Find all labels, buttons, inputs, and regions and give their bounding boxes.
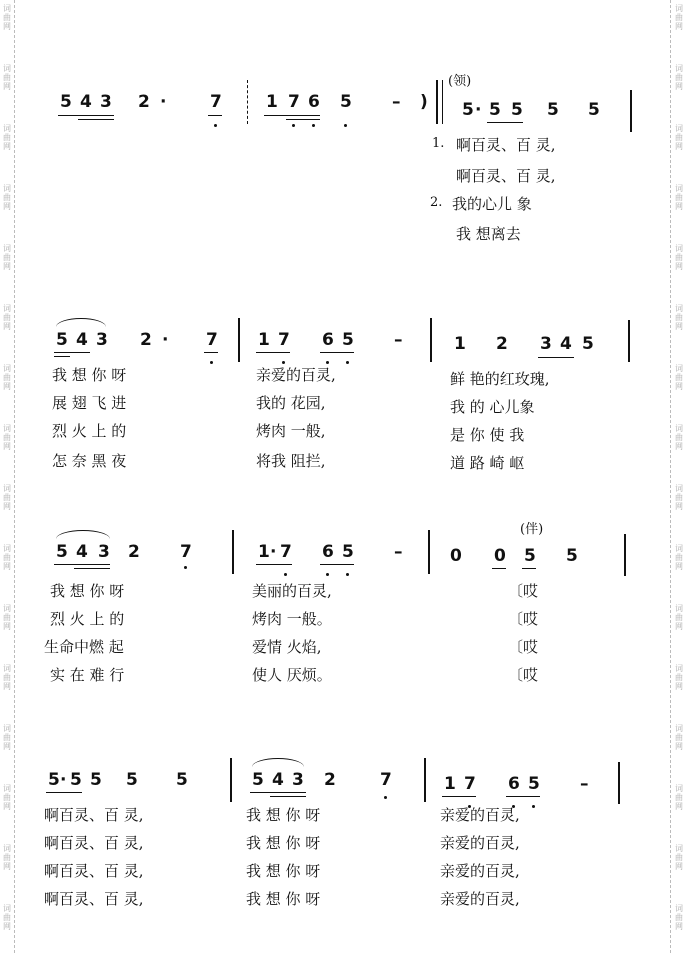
note: 3	[540, 334, 552, 354]
note: 5	[511, 100, 523, 120]
note: 5	[176, 770, 188, 790]
barline	[424, 758, 426, 802]
lyric-line: 亲爱的百灵,	[440, 862, 520, 880]
lyric-line: 我 想 你 呀	[246, 806, 321, 824]
note: 3	[96, 330, 108, 350]
note: 5	[90, 770, 102, 790]
note-rest: 0	[494, 546, 506, 566]
watermark-text: 词 曲 网	[675, 184, 683, 211]
lyric-line: 我 想 你 呀	[246, 862, 321, 880]
note: 5	[60, 92, 72, 112]
beam	[506, 796, 540, 797]
lyric-line: 我 的 心儿象	[450, 398, 535, 416]
low-octave-dot	[282, 361, 285, 364]
lyric-line: 烈 火 上 的	[50, 610, 125, 628]
watermark-text: 词 曲 网	[675, 124, 683, 151]
lyric-line: 烤肉 一般。	[252, 610, 332, 628]
dash-sustain: –	[394, 542, 403, 562]
low-octave-dot	[346, 361, 349, 364]
note: 2	[496, 334, 508, 354]
note: 4	[76, 330, 88, 350]
barline	[618, 762, 620, 804]
watermark-text: 词 曲 网	[3, 844, 11, 871]
barline	[238, 318, 240, 362]
beam	[250, 792, 306, 793]
low-octave-dot	[210, 361, 213, 364]
watermark-text: 词 曲 网	[675, 844, 683, 871]
dash-sustain: –	[580, 774, 589, 794]
watermark-text: 词 曲 网	[675, 64, 683, 91]
note-dot: ·	[270, 542, 277, 562]
watermark-text: 词 曲 网	[3, 124, 11, 151]
lyric-line: 〔哎	[508, 638, 539, 656]
note: 5	[528, 774, 540, 794]
note: 4	[76, 542, 88, 562]
lyric-line: 将我 阻拦,	[256, 452, 326, 470]
beam	[492, 568, 506, 569]
close-paren: )	[420, 92, 428, 112]
note: 4	[560, 334, 572, 354]
beam	[264, 115, 320, 116]
accompaniment-marker: (伴)	[520, 522, 544, 537]
beam	[286, 119, 320, 120]
watermark-text: 词 曲 网	[675, 424, 683, 451]
lyric-line: 美丽的百灵,	[252, 582, 332, 600]
note: 1	[454, 334, 466, 354]
note: 6	[308, 92, 320, 112]
lyric-line: 我 想 你 呀	[246, 890, 321, 908]
lyric-line: 鲜 艳的红玫瑰,	[450, 370, 550, 388]
lead-marker: (领)	[448, 74, 472, 89]
note: 3	[292, 770, 304, 790]
barline	[442, 80, 443, 124]
beam	[538, 357, 574, 358]
note: 7	[210, 92, 222, 112]
lyric-line: 啊百灵、百 灵,	[44, 834, 144, 852]
watermark-text: 词 曲 网	[3, 664, 11, 691]
note-dot: ·	[475, 100, 482, 120]
note: 7	[288, 92, 300, 112]
note: 5	[252, 770, 264, 790]
note: 4	[272, 770, 284, 790]
note: 6	[322, 542, 334, 562]
low-octave-dot	[326, 573, 329, 576]
watermark-text: 词 曲 网	[3, 424, 11, 451]
lyric-line: 是 你 使 我	[450, 426, 525, 444]
note: 5	[126, 770, 138, 790]
watermark-text: 词 曲 网	[675, 544, 683, 571]
watermark-text: 词 曲 网	[3, 724, 11, 751]
lyric-line: 怎 奈 黑 夜	[52, 452, 127, 470]
watermark-text: 词 曲 网	[675, 364, 683, 391]
note: 5	[588, 100, 600, 120]
watermark-text: 词 曲 网	[675, 244, 683, 271]
lyric-line: 我 想 你 呀	[50, 582, 125, 600]
note-dot: ·	[60, 770, 67, 790]
verse-number: 2.	[430, 195, 443, 210]
watermark-text: 词 曲 网	[3, 364, 11, 391]
note: 2	[138, 92, 150, 112]
lyric-line: 我的心儿 象	[452, 195, 532, 213]
watermark-text: 词 曲 网	[3, 184, 11, 211]
lyric-line: 啊百灵、百 灵,	[44, 806, 144, 824]
barline	[630, 90, 632, 132]
lyric-line: 啊百灵、百 灵,	[44, 890, 144, 908]
note: 3	[100, 92, 112, 112]
lyric-line: 我的 花园,	[256, 394, 326, 412]
note: 5	[56, 330, 68, 350]
low-octave-dot	[346, 573, 349, 576]
beam	[522, 568, 536, 569]
lyric-line: 我 想 你 呀	[52, 366, 127, 384]
note: 5	[547, 100, 559, 120]
note: 5	[56, 542, 68, 562]
watermark-text: 词 曲 网	[675, 904, 683, 931]
barline	[628, 320, 630, 362]
note-dot: ·	[162, 330, 169, 350]
dash-sustain: –	[394, 330, 403, 350]
beam	[54, 564, 110, 565]
note-rest: 0	[450, 546, 462, 566]
watermark-text: 词 曲 网	[3, 64, 11, 91]
note: 3	[98, 542, 110, 562]
lyric-line: 亲爱的百灵,	[440, 890, 520, 908]
slur	[56, 318, 106, 327]
low-octave-dot	[184, 566, 187, 569]
lyric-line: 道 路 崎 岖	[450, 454, 525, 472]
watermark-text: 词 曲 网	[3, 544, 11, 571]
note: 7	[278, 330, 290, 350]
beam	[204, 352, 218, 353]
note: 7	[380, 770, 392, 790]
beam	[46, 792, 82, 793]
low-octave-dot	[284, 573, 287, 576]
lyric-line: 〔哎	[508, 666, 539, 684]
beam	[256, 564, 292, 565]
watermark-text: 词 曲 网	[675, 604, 683, 631]
note: 6	[322, 330, 334, 350]
beam	[442, 796, 476, 797]
note: 2	[140, 330, 152, 350]
lyric-line: 烤肉 一般,	[256, 422, 326, 440]
note: 5	[489, 100, 501, 120]
beam	[256, 352, 290, 353]
note: 5	[566, 546, 578, 566]
note: 5	[342, 330, 354, 350]
beam	[78, 119, 114, 120]
note: 1	[258, 330, 270, 350]
beam	[54, 352, 90, 353]
lyric-line: 啊百灵、百 灵,	[456, 136, 556, 154]
barline	[232, 530, 234, 574]
lyric-line: 啊百灵、百 灵,	[44, 862, 144, 880]
lyric-line: 展 翅 飞 进	[52, 394, 127, 412]
slur	[56, 530, 110, 539]
lyric-line: 啊百灵、百 灵,	[456, 167, 556, 185]
watermark-text: 词 曲 网	[3, 244, 11, 271]
beam	[54, 356, 70, 357]
watermark-text: 词 曲 网	[675, 484, 683, 511]
beam	[58, 115, 114, 116]
lyric-line: 实 在 难 行	[50, 666, 125, 684]
note: 1	[258, 542, 270, 562]
lyric-line: 亲爱的百灵,	[440, 806, 520, 824]
note: 1	[444, 774, 456, 794]
dash-sustain: –	[392, 92, 401, 112]
barline	[436, 80, 438, 124]
note: 1	[266, 92, 278, 112]
note: 2	[128, 542, 140, 562]
note: 5	[582, 334, 594, 354]
note: 5	[342, 542, 354, 562]
note: 7	[464, 774, 476, 794]
lyric-line: 〔哎	[508, 582, 539, 600]
low-octave-dot	[214, 124, 217, 127]
verse-number: 1.	[432, 136, 445, 151]
low-octave-dot	[312, 124, 315, 127]
low-octave-dot	[384, 796, 387, 799]
low-octave-dot	[292, 124, 295, 127]
note: 4	[80, 92, 92, 112]
note: 5	[524, 546, 536, 566]
barline	[428, 530, 430, 574]
note: 6	[508, 774, 520, 794]
beam	[208, 115, 222, 116]
lyric-line: 我 想 你 呀	[246, 834, 321, 852]
watermark-text: 词 曲 网	[675, 304, 683, 331]
beam	[320, 352, 354, 353]
beam	[320, 564, 354, 565]
lyric-line: 亲爱的百灵,	[256, 366, 336, 384]
lyric-line: 我 想离去	[456, 225, 521, 243]
note: 5	[462, 100, 474, 120]
lyric-line: 爱情 火焰,	[252, 638, 322, 656]
watermark-text: 词 曲 网	[675, 784, 683, 811]
barline	[430, 318, 432, 362]
note: 7	[206, 330, 218, 350]
lyric-line: 烈 火 上 的	[52, 422, 127, 440]
watermark-text: 词 曲 网	[675, 724, 683, 751]
watermark-text: 词 曲 网	[675, 664, 683, 691]
watermark-text: 词 曲 网	[3, 304, 11, 331]
watermark-text: 词 曲 网	[3, 604, 11, 631]
barline	[230, 758, 232, 802]
beam	[74, 568, 110, 569]
note: 7	[180, 542, 192, 562]
slur	[252, 758, 304, 767]
low-octave-dot	[326, 361, 329, 364]
lyric-line: 〔哎	[508, 610, 539, 628]
watermark-text: 词 曲 网	[675, 4, 683, 31]
watermark-text: 词 曲 网	[3, 484, 11, 511]
note: 5	[70, 770, 82, 790]
dashed-barline	[247, 80, 248, 124]
watermark-text: 词 曲 网	[3, 904, 11, 931]
beam	[487, 122, 523, 123]
low-octave-dot	[344, 124, 347, 127]
watermark-text: 词 曲 网	[3, 784, 11, 811]
beam	[270, 796, 306, 797]
note: 7	[280, 542, 292, 562]
watermark-text: 词 曲 网	[3, 4, 11, 31]
lyric-line: 亲爱的百灵,	[440, 834, 520, 852]
lyric-line: 使人 厌烦。	[252, 666, 332, 684]
note: 5	[340, 92, 352, 112]
note-dot: ·	[160, 92, 167, 112]
note: 5	[48, 770, 60, 790]
barline	[624, 534, 626, 576]
lyric-line: 生命中燃 起	[44, 638, 124, 656]
low-octave-dot	[532, 805, 535, 808]
note: 2	[324, 770, 336, 790]
